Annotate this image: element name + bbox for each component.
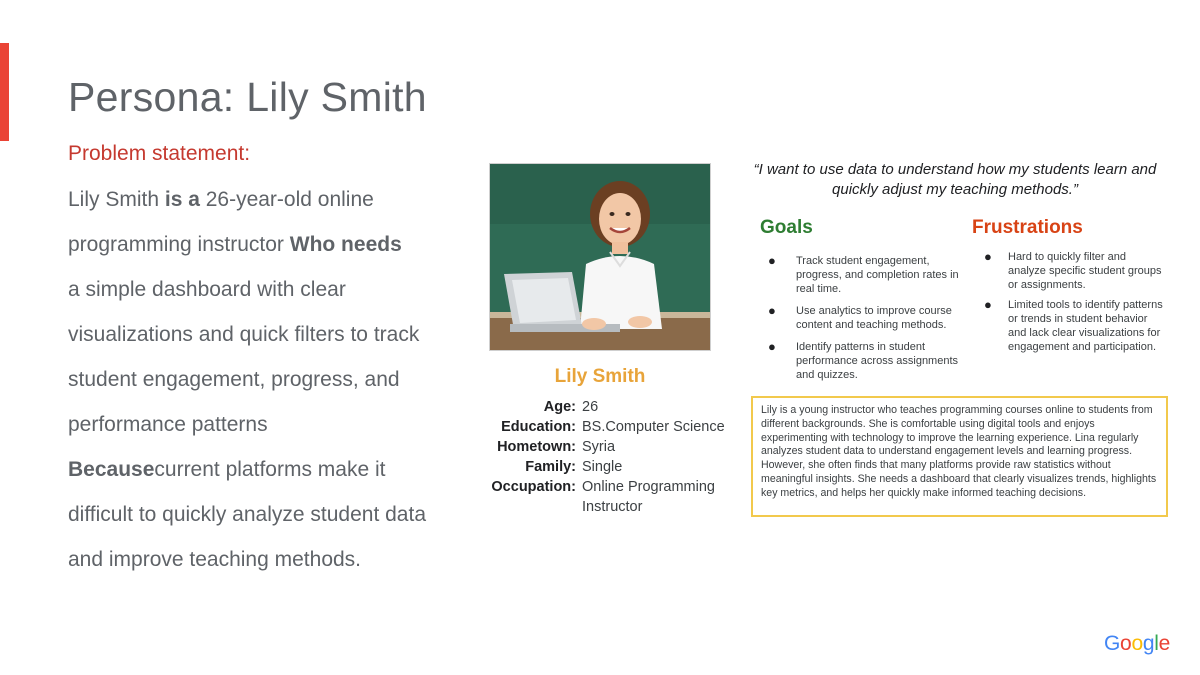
- frustrations-list: [984, 250, 1164, 360]
- problem-statement-label: Problem statement:: [68, 142, 251, 165]
- persona-bio: Lily is a young instructor who teaches programming courses online to students from different backgrounds. She is comfortable using digital tools and enjoys experimenting with technology to improve the learning experience. Lina regularly analyzes student data to understand engagement levels and learning progress. However, she often finds that many platforms provide raw statistics without meaningful insights. She needs a dashboard that clearly visualizes trends, highlights key metrics, and helps her quickly make informed teaching decisions.: [751, 396, 1168, 517]
- logo-letter: l: [1154, 632, 1159, 655]
- goal-item-text: Track student engagement, progress, and completion rates in real time.: [796, 255, 959, 295]
- goal-item: [768, 340, 968, 382]
- goal-item: [768, 254, 968, 296]
- detail-key: Occupation:: [491, 479, 576, 495]
- frustration-item: [984, 298, 1164, 354]
- logo-letter: g: [1142, 632, 1155, 655]
- problem-statement-line: [68, 357, 468, 402]
- problem-statement-line: [68, 492, 468, 537]
- goals-heading: Goals: [760, 217, 813, 238]
- goal-item-text: Identify patterns in student performance across assignments and quizzes.: [796, 341, 959, 381]
- detail-row: [480, 457, 725, 477]
- problem-statement-line: [68, 537, 468, 582]
- persona-name: Lily Smith: [554, 366, 646, 387]
- detail-key: Family:: [525, 459, 576, 475]
- persona-details: [480, 397, 725, 517]
- problem-text: 26-year-old online: [199, 188, 374, 211]
- problem-text: difficult to quickly analyze student data: [68, 503, 426, 526]
- goal-item-text: Use analytics to improve course content and teaching methods.: [796, 305, 952, 331]
- logo-letter: o: [1120, 632, 1132, 655]
- problem-text: current platforms make it: [154, 458, 386, 481]
- problem-statement-line: [68, 177, 468, 222]
- frustration-item-text: Limited tools to identify patterns or trends in student behavior and lack clear visualizations for engagement and participation.: [1008, 299, 1163, 353]
- problem-statement-line: [68, 222, 468, 267]
- detail-key: Hometown:: [497, 439, 576, 455]
- problem-emphasis: is a: [164, 188, 200, 211]
- logo-letter: G: [1104, 632, 1121, 655]
- problem-text: a simple dashboard with clear: [68, 278, 346, 301]
- slide-title: Persona: Lily Smith: [68, 74, 427, 120]
- google-logo: [1104, 632, 1170, 656]
- detail-row: [480, 397, 725, 417]
- detail-row: [480, 477, 725, 517]
- problem-text: and improve teaching methods.: [68, 548, 362, 571]
- detail-value: BS.Computer Science: [582, 419, 725, 435]
- problem-statement-body: [68, 177, 468, 582]
- detail-row: [480, 437, 725, 457]
- persona-quote: “I want to use data to understand how my students learn and quickly adjust my teaching methods.”: [753, 161, 1157, 198]
- detail-value: Online Programming Instructor: [582, 479, 715, 515]
- detail-row: [480, 417, 725, 437]
- persona-photo-illustration: [490, 164, 711, 351]
- detail-value: Single: [582, 459, 623, 475]
- frustrations-heading: Frustrations: [972, 217, 1083, 238]
- frustration-item: [984, 250, 1164, 292]
- accent-bar: [0, 43, 9, 141]
- problem-text: Lily Smith: [68, 188, 165, 211]
- detail-key: Age:: [543, 399, 576, 415]
- problem-text: visualizations and quick filters to track: [68, 323, 420, 346]
- problem-emphasis: Who needs: [289, 233, 402, 256]
- problem-statement-line: [68, 312, 468, 357]
- bullet-icon: ●: [984, 297, 992, 312]
- problem-statement-line: [68, 267, 468, 312]
- logo-letter: e: [1158, 632, 1170, 655]
- bullet-icon: ●: [768, 339, 776, 354]
- problem-text: performance patterns: [68, 413, 268, 436]
- detail-value: Syria: [582, 439, 616, 455]
- logo-letter: o: [1131, 632, 1143, 655]
- bullet-icon: ●: [768, 253, 776, 268]
- problem-text: programming instructor: [68, 233, 290, 256]
- problem-emphasis: Because: [68, 458, 155, 481]
- bullet-icon: ●: [768, 303, 776, 318]
- bullet-icon: ●: [984, 249, 992, 264]
- detail-key: Education:: [501, 419, 576, 435]
- detail-value: 26: [582, 399, 599, 415]
- goal-item: [768, 304, 968, 332]
- persona-photo: [489, 163, 711, 351]
- frustration-item-text: Hard to quickly filter and analyze specific student groups or assignments.: [1008, 251, 1162, 291]
- problem-text: student engagement, progress, and: [68, 368, 400, 391]
- problem-statement-line: [68, 402, 468, 447]
- problem-statement-line: [68, 447, 468, 492]
- goals-list: [768, 254, 968, 390]
